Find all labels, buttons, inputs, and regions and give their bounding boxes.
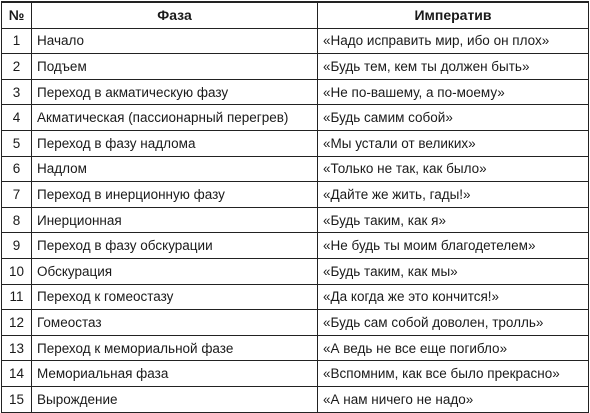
row-number: 15 bbox=[2, 386, 32, 412]
row-imperative: «Будь таким, как мы» bbox=[318, 258, 589, 284]
row-number: 13 bbox=[2, 335, 32, 361]
table-row bbox=[2, 361, 589, 387]
row-number: 5 bbox=[2, 130, 32, 156]
header-number: № bbox=[2, 2, 32, 28]
table-header-row bbox=[2, 2, 589, 28]
table-row bbox=[2, 28, 589, 54]
row-imperative: «Мы устали от великих» bbox=[318, 130, 589, 156]
row-number: 1 bbox=[2, 28, 32, 54]
table-row bbox=[2, 105, 589, 131]
table-row bbox=[2, 258, 589, 284]
row-imperative: «Будь сам собой доволен, тролль» bbox=[318, 310, 589, 336]
row-imperative: «Дайте же жить, гады!» bbox=[318, 182, 589, 208]
row-number: 12 bbox=[2, 310, 32, 336]
row-number: 10 bbox=[2, 258, 32, 284]
row-imperative: «Будь таким, как я» bbox=[318, 207, 589, 233]
row-imperative: «А нам ничего не надо» bbox=[318, 386, 589, 412]
row-phase: Начало bbox=[32, 28, 318, 54]
table-body bbox=[2, 28, 589, 412]
header-imperative: Императив bbox=[318, 2, 589, 28]
row-phase: Переход в инерционную фазу bbox=[32, 182, 318, 208]
row-number: 6 bbox=[2, 156, 32, 182]
row-imperative: «Не будь ты моим благодетелем» bbox=[318, 233, 589, 259]
row-phase: Переход в фазу обскурации bbox=[32, 233, 318, 259]
row-number: 8 bbox=[2, 207, 32, 233]
row-number: 4 bbox=[2, 105, 32, 131]
phases-table-container bbox=[1, 1, 588, 413]
table-row bbox=[2, 54, 589, 80]
row-imperative: «Да когда же это кончится!» bbox=[318, 284, 589, 310]
row-phase: Переход к мемориальной фазе bbox=[32, 335, 318, 361]
row-phase: Переход в акматическую фазу bbox=[32, 79, 318, 105]
table-row bbox=[2, 310, 589, 336]
row-number: 9 bbox=[2, 233, 32, 259]
row-number: 14 bbox=[2, 361, 32, 387]
row-imperative: «Будь самим собой» bbox=[318, 105, 589, 131]
row-phase: Надлом bbox=[32, 156, 318, 182]
row-phase: Мемориальная фаза bbox=[32, 361, 318, 387]
row-imperative: «Только не так, как было» bbox=[318, 156, 589, 182]
row-phase: Подъем bbox=[32, 54, 318, 80]
row-phase: Акматическая (пассионарный перегрев) bbox=[32, 105, 318, 131]
table-row bbox=[2, 79, 589, 105]
table-row bbox=[2, 182, 589, 208]
phases-table bbox=[1, 1, 589, 413]
table-row bbox=[2, 156, 589, 182]
row-number: 7 bbox=[2, 182, 32, 208]
row-phase: Обскурация bbox=[32, 258, 318, 284]
row-phase: Инерционная bbox=[32, 207, 318, 233]
row-number: 2 bbox=[2, 54, 32, 80]
row-imperative: «Вспомним, как все было прекрасно» bbox=[318, 361, 589, 387]
row-imperative: «Будь тем, кем ты должен быть» bbox=[318, 54, 589, 80]
table-row bbox=[2, 386, 589, 412]
row-number: 3 bbox=[2, 79, 32, 105]
row-phase: Переход в фазу надлома bbox=[32, 130, 318, 156]
table-row bbox=[2, 335, 589, 361]
table-row bbox=[2, 233, 589, 259]
row-phase: Переход к гомеостазу bbox=[32, 284, 318, 310]
table-row bbox=[2, 130, 589, 156]
table-row bbox=[2, 284, 589, 310]
table-row bbox=[2, 207, 589, 233]
row-imperative: «Не по-вашему, а по-моему» bbox=[318, 79, 589, 105]
row-phase: Гомеостаз bbox=[32, 310, 318, 336]
row-number: 11 bbox=[2, 284, 32, 310]
header-phase: Фаза bbox=[32, 2, 318, 28]
row-phase: Вырождение bbox=[32, 386, 318, 412]
row-imperative: «А ведь не все еще погибло» bbox=[318, 335, 589, 361]
row-imperative: «Надо исправить мир, ибо он плох» bbox=[318, 28, 589, 54]
